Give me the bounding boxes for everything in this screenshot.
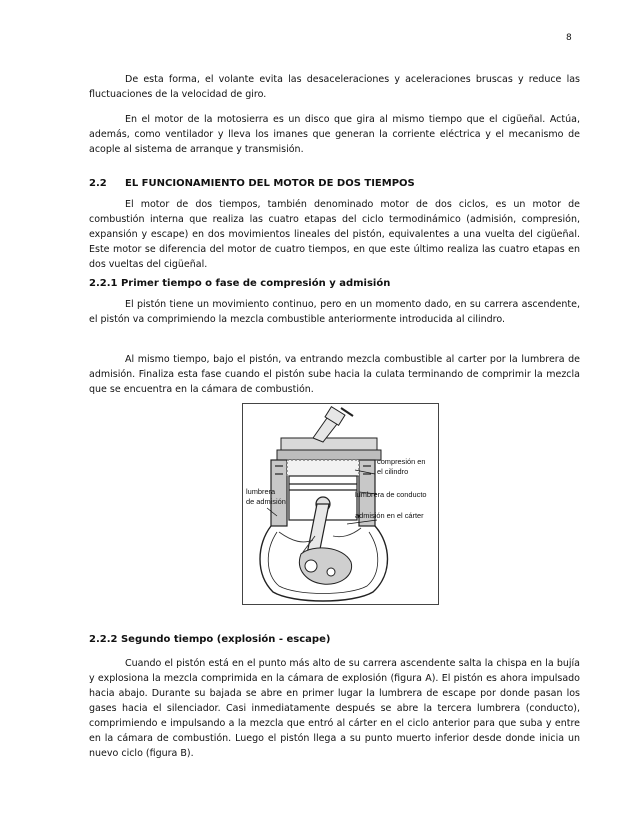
subsection-heading-2-2-1: 2.2.1 Primer tiempo o fase de compresión y admisión [89,278,391,289]
crank-web [299,548,351,584]
paragraph-segundo-tiempo: Cuando el pistón está en el punto más alto de su carrera ascendente salta la chispa en la bujía y explosiona la mezcla comprimida en la cámara de explosión (figura A). El pistón es ahora impulsado hacia abajo. Durante su bajada se abre en primer lugar la lumbrera de escape por donde pasan los gases hacia el silenciador. Casi inmediatamente después se abre la tercera lumbrera (conducto), comprimiendo e impulsando a la mezcla que entró al cárter en el ciclo anterior para que suba y entre en la cámara de combustión. Luego el pistón llega a su punto muerto inferior desde donde inicia un nuevo ciclo (figura B). [89,658,580,759]
section-title: EL FUNCIONAMIENTO DEL MOTOR DE DOS TIEMPOS [125,178,415,189]
paragraph-piston-continuo: El pistón tiene un movimiento continuo, pero en un momento dado, en su carrera ascendente, el pistón va comprimiendo la mezcla combustible anteriormente introducida al cilindro. [89,299,580,325]
label-compresion-1: compresión en [377,457,426,466]
paragraph-mismo-tiempo: Al mismo tiempo, bajo el pistón, va entrando mezcla combustible al carter por la lumbrera de admisión. Finaliza esta fase cuando el pistón sube hacia la culata terminando de comprimir la mezcla que se encuentra en la cámara de combustión. [89,354,580,395]
engine-figure [242,403,439,605]
paragraph-volante: De esta forma, el volante evita las desaceleraciones y aceleraciones bruscas y reduce las fluctuaciones de la velocidad de giro. [89,74,580,100]
section-heading-2-2 [89,178,415,189]
label-carter: admisión en el cárter [355,511,424,520]
paragraph-dos-tiempos: El motor de dos tiempos, también denominado motor de dos ciclos, es un motor de combustión interna que realiza las cuatro etapas del ciclo termodinámico (admisión, compresión, expansión y escape) en dos movimientos lineales del pistón, equivalentes a una vuelta del cigüeñal. Este motor se diferencia del motor de cuatro tiempos, en que este último realiza las cuatro etapas en dos vueltas del cigüeñal. [89,199,580,270]
label-lumbrera-1: lumbrera [246,487,276,496]
subsection-heading-2-2-2: 2.2.2 Segundo tiempo (explosión - escape) [89,634,331,645]
paragraph-motosierra: En el motor de la motosierra es un disco que gira al mismo tiempo que el cigüeñal. Actúa, además, como ventilador y lleva los imanes que generan la corriente eléctrica y el mecanismo de acople al sistema de arranque y transmisión. [89,114,580,155]
compression-chamber [287,460,359,476]
cylinder-head [277,438,381,460]
engine-diagram [243,404,438,604]
page-number: 8 [566,33,572,43]
label-compresion-2: el cilindro [377,467,409,476]
spark-plug-icon [313,407,353,442]
section-number: 2.2 [89,178,107,189]
label-lumbrera-2: de admisión [246,497,286,506]
label-conducto: lumbrera de conducto [355,490,427,499]
